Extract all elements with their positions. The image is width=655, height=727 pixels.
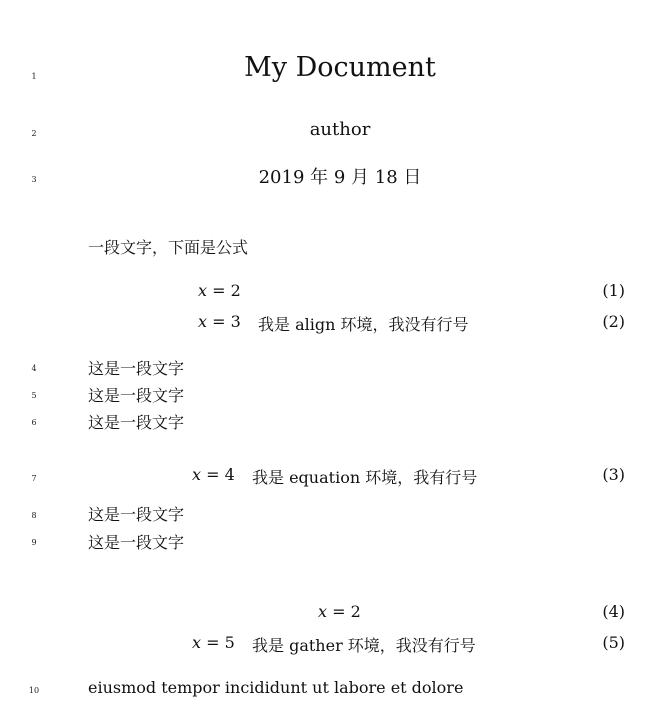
equation-text: 我是 align 环境，我没有行号 bbox=[258, 315, 469, 334]
equation-2 bbox=[198, 312, 241, 331]
author: author bbox=[309, 119, 371, 140]
paragraph-line: 这是一段文字 bbox=[88, 533, 185, 552]
equation-4 bbox=[318, 602, 361, 621]
equation-number: (5) bbox=[602, 633, 625, 652]
page-title: My Document bbox=[244, 52, 436, 83]
eq-variable: x bbox=[198, 312, 208, 331]
line-number: 9 bbox=[31, 538, 37, 547]
eq-rhs: = 3 bbox=[207, 312, 241, 331]
equation-1 bbox=[198, 281, 241, 300]
eq-rhs: = 2 bbox=[327, 602, 361, 621]
eq-variable: x bbox=[192, 633, 202, 652]
equation-3 bbox=[192, 465, 235, 484]
eq-variable: x bbox=[198, 281, 208, 300]
equation-text: 我是 gather 环境，我没有行号 bbox=[252, 636, 476, 655]
line-number: 8 bbox=[31, 511, 37, 520]
eq-variable: x bbox=[318, 602, 328, 621]
equation-5 bbox=[192, 633, 235, 652]
paragraph-line: 这是一段文字 bbox=[88, 413, 185, 432]
line-number: 7 bbox=[31, 474, 37, 483]
equation-number: (3) bbox=[602, 465, 625, 484]
paragraph-line: eiusmod tempor incididunt ut labore et dolore bbox=[88, 678, 464, 697]
line-number: 6 bbox=[31, 418, 37, 427]
line-number: 1 bbox=[31, 72, 37, 81]
line-number: 4 bbox=[31, 364, 37, 373]
eq-rhs: = 2 bbox=[207, 281, 241, 300]
eq-rhs: = 5 bbox=[201, 633, 235, 652]
eq-rhs: = 4 bbox=[201, 465, 235, 484]
line-number: 3 bbox=[31, 175, 37, 184]
equation-number: (1) bbox=[602, 281, 625, 300]
line-number: 5 bbox=[31, 391, 37, 400]
eq-variable: x bbox=[192, 465, 202, 484]
paragraph-line: 这是一段文字 bbox=[88, 359, 185, 378]
line-number: 10 bbox=[28, 686, 40, 695]
line-number: 2 bbox=[31, 129, 37, 138]
equation-text: 我是 equation 环境，我有行号 bbox=[252, 468, 478, 487]
equation-number: (4) bbox=[602, 602, 625, 621]
paragraph-line: 这是一段文字 bbox=[88, 505, 185, 524]
intro-paragraph: 一段文字，下面是公式 bbox=[88, 238, 249, 257]
paragraph-line: 这是一段文字 bbox=[88, 386, 185, 405]
date: 2019 年 9 月 18 日 bbox=[258, 167, 422, 188]
equation-number: (2) bbox=[602, 312, 625, 331]
